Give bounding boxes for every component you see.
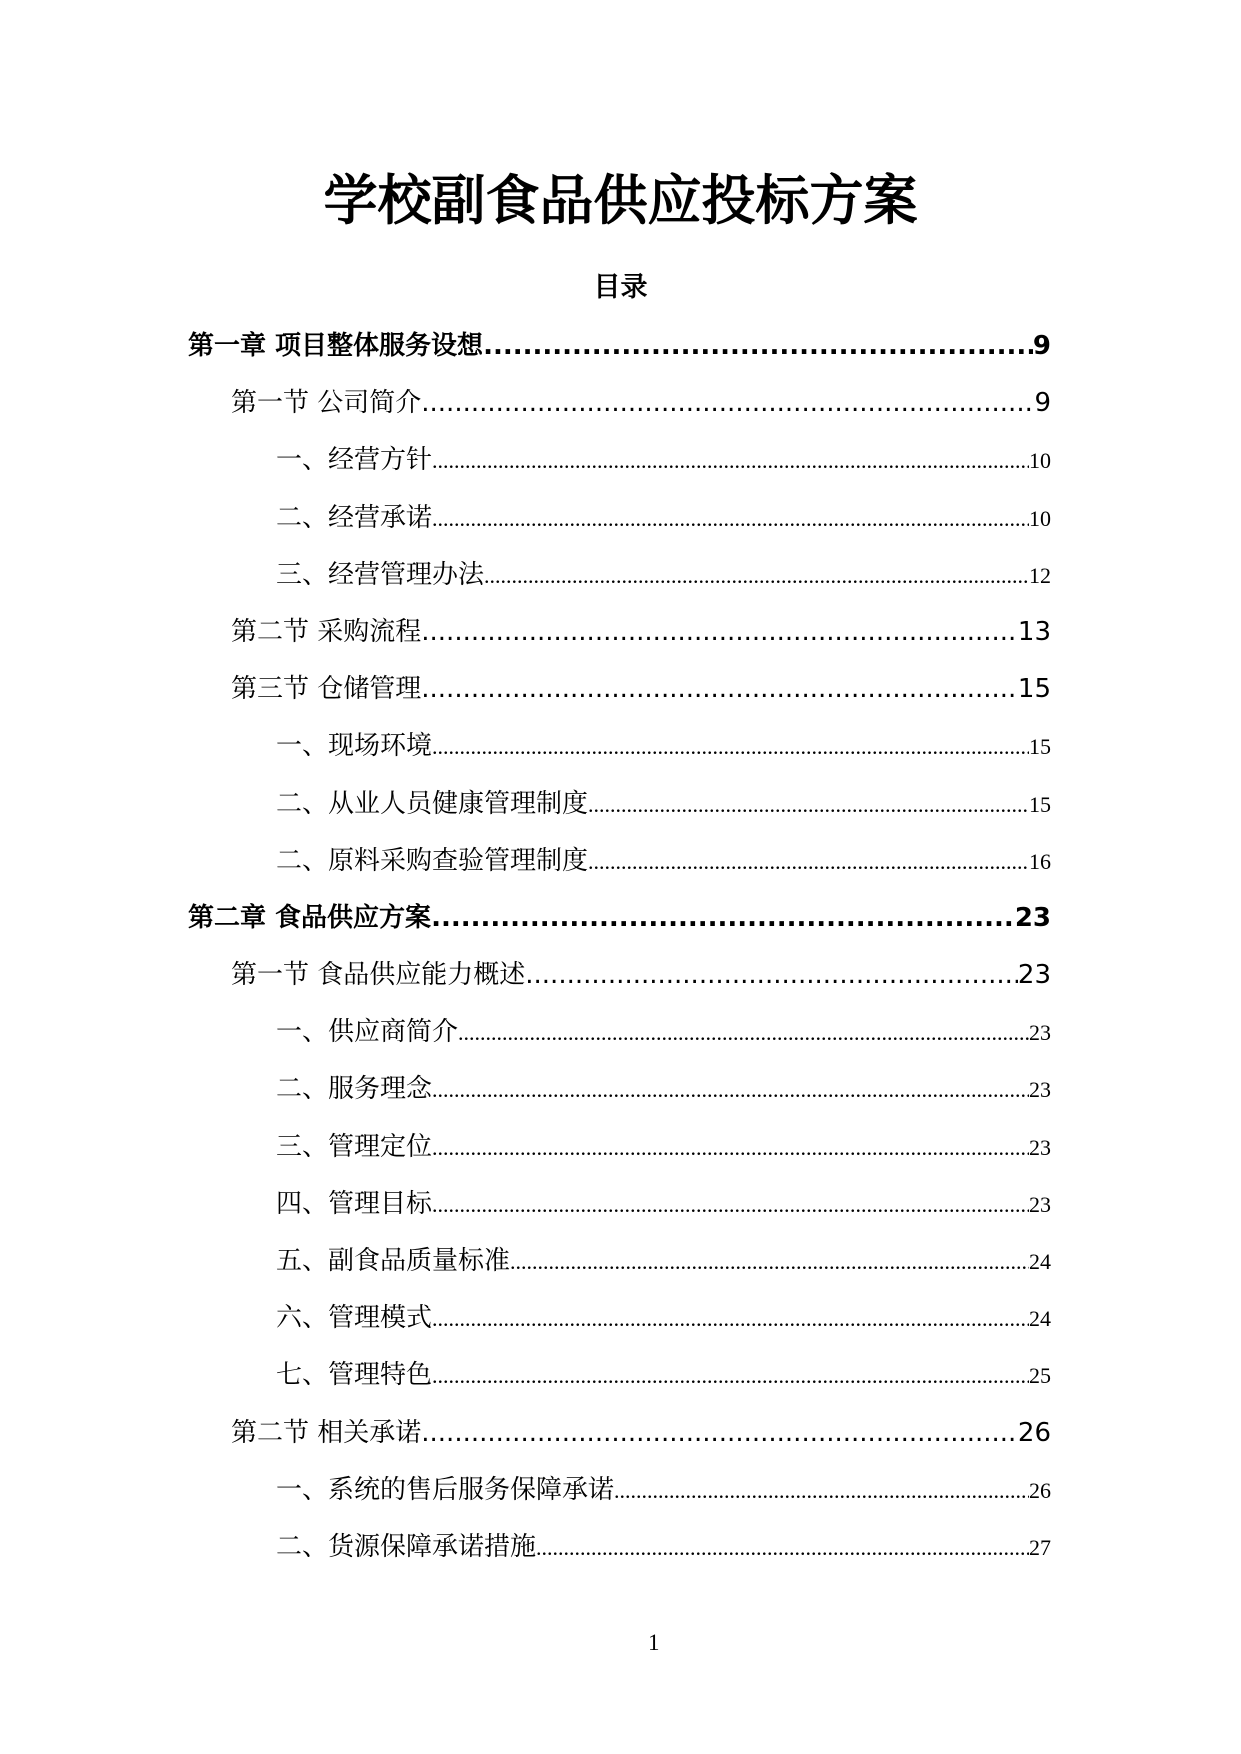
- toc-entry-label: 四、管理目标: [276, 1188, 433, 1219]
- toc-section-row: [0, 1405, 1051, 1462]
- toc-chapter-row: [0, 890, 1051, 947]
- toc-page-number: 12: [1029, 562, 1051, 588]
- toc-leader-dots: [458, 1004, 1029, 1061]
- table-of-contents: [0, 318, 1051, 1576]
- toc-entry-label: 二、从业人员健康管理制度: [276, 788, 589, 819]
- toc-item-row: [0, 547, 1051, 604]
- toc-leader-dots: [421, 375, 1034, 432]
- toc-page-number: 24: [1029, 1306, 1051, 1332]
- toc-entry-label: 第一章 项目整体服务设想: [188, 331, 484, 361]
- toc-leader-dots: [588, 776, 1029, 833]
- page-number: 1: [648, 1630, 660, 1655]
- toc-leader-dots: [421, 661, 1018, 718]
- toc-page-number: 9: [1034, 388, 1051, 419]
- toc-section-row: [0, 947, 1051, 1004]
- toc-leader-dots: [432, 1290, 1029, 1347]
- toc-page-number: 13: [1017, 616, 1051, 647]
- toc-item-row: [0, 718, 1051, 775]
- toc-leader-dots: [432, 432, 1029, 489]
- toc-page-number: 15: [1017, 674, 1051, 705]
- toc-item-row: [0, 432, 1051, 489]
- toc-entry-label: 三、经营管理办法: [276, 559, 485, 590]
- toc-entry-label: 二、货源保障承诺措施: [276, 1531, 537, 1562]
- toc-entry-label: 一、供应商简介: [276, 1017, 459, 1048]
- toc-leader-dots: [525, 947, 1018, 1004]
- toc-page-number: 10: [1029, 448, 1051, 474]
- toc-page-number: 15: [1029, 734, 1051, 760]
- toc-item-row: [0, 1176, 1051, 1233]
- toc-page-number: 23: [1029, 1134, 1051, 1160]
- toc-leader-dots: [421, 604, 1018, 661]
- toc-section-row: [0, 661, 1051, 718]
- toc-page-number: 25: [1029, 1363, 1051, 1389]
- toc-entry-label: 第一节 公司简介: [231, 388, 422, 419]
- toc-section-row: [0, 375, 1051, 432]
- toc-item-row: [0, 1119, 1051, 1176]
- toc-leader-dots: [432, 490, 1029, 547]
- toc-item-row: [0, 1004, 1051, 1061]
- toc-leader-dots: [432, 1347, 1029, 1404]
- toc-entry-label: 六、管理模式: [276, 1303, 433, 1334]
- toc-item-row: [0, 833, 1051, 890]
- toc-item-row: [0, 1347, 1051, 1404]
- toc-page-number: 23: [1017, 960, 1051, 991]
- toc-leader-dots: [432, 1061, 1029, 1118]
- toc-leader-dots: [432, 1119, 1029, 1176]
- toc-page-number: 23: [1014, 902, 1051, 933]
- toc-entry-label: 二、经营承诺: [276, 502, 433, 533]
- toc-item-row: [0, 490, 1051, 547]
- toc-item-row: [0, 1462, 1051, 1519]
- toc-leader-dots: [588, 833, 1029, 890]
- toc-entry-label: 二、服务理念: [276, 1074, 433, 1105]
- toc-leader-dots: [614, 1462, 1029, 1519]
- toc-entry-label: 五、副食品质量标准: [276, 1246, 511, 1276]
- toc-leader-dots: [483, 318, 1033, 375]
- toc-leader-dots: [484, 547, 1029, 604]
- toc-entry-label: 二、原料采购查验管理制度: [276, 845, 589, 876]
- toc-entry-label: 第二章 食品供应方案: [188, 902, 432, 933]
- toc-heading: 目录: [593, 272, 648, 303]
- toc-page-number: 23: [1029, 1191, 1051, 1217]
- toc-page-number: 10: [1029, 505, 1051, 531]
- toc-leader-dots: [421, 1405, 1018, 1462]
- toc-page-number: 26: [1029, 1477, 1051, 1503]
- toc-entry-label: 七、管理特色: [276, 1360, 433, 1391]
- toc-page-number: 15: [1029, 791, 1051, 817]
- toc-entry-label: 第二节 相关承诺: [231, 1417, 422, 1448]
- toc-item-row: [0, 1290, 1051, 1347]
- toc-page-number: 9: [1032, 331, 1051, 361]
- toc-item-row: [0, 1061, 1051, 1118]
- toc-page-number: 26: [1017, 1417, 1051, 1448]
- toc-item-row: [0, 776, 1051, 833]
- toc-entry-label: 第二节 采购流程: [231, 616, 422, 647]
- toc-leader-dots: [432, 718, 1029, 775]
- toc-item-row: [0, 1519, 1051, 1576]
- document-title: 学校副食品供应投标方案: [323, 169, 918, 232]
- toc-page-number: 24: [1029, 1249, 1051, 1274]
- toc-entry-label: 一、现场环境: [276, 731, 433, 762]
- toc-leader-dots: [536, 1519, 1029, 1576]
- toc-page-number: 23: [1029, 1077, 1051, 1103]
- toc-entry-label: 一、经营方针: [276, 445, 433, 476]
- toc-leader-dots: [432, 1176, 1029, 1233]
- toc-section-row: [0, 604, 1051, 661]
- toc-entry-label: 第三节 仓储管理: [231, 674, 422, 705]
- toc-page-number: 23: [1029, 1020, 1051, 1046]
- toc-entry-label: 第一节 食品供应能力概述: [231, 960, 526, 991]
- toc-chapter-row: [0, 318, 1051, 375]
- toc-page-number: 27: [1029, 1534, 1051, 1560]
- toc-leader-dots: [510, 1233, 1029, 1290]
- toc-entry-label: 一、系统的售后服务保障承诺: [276, 1474, 615, 1505]
- toc-item-row: [0, 1233, 1051, 1290]
- toc-leader-dots: [431, 890, 1015, 947]
- toc-page-number: 16: [1029, 848, 1051, 874]
- toc-entry-label: 三、管理定位: [276, 1131, 433, 1162]
